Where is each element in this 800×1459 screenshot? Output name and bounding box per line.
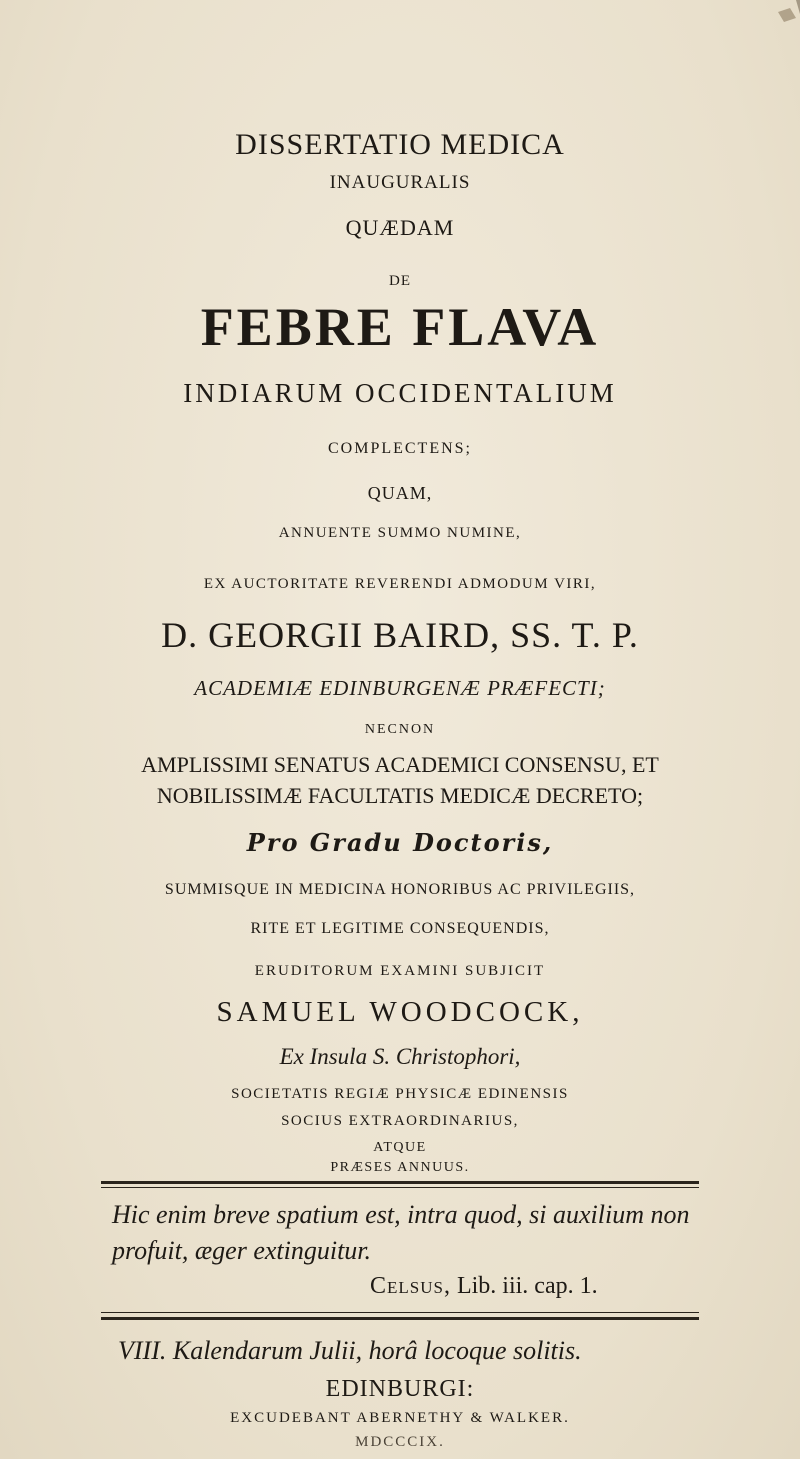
title-line-complectens: COMPLECTENS; bbox=[327, 440, 472, 457]
title-line-annuente: ANNUENTE SUMMO NUMINE, bbox=[278, 525, 522, 541]
page-corner-mark bbox=[740, 0, 800, 40]
title-line-quaedam: QUÆDAM bbox=[345, 215, 455, 240]
author-name: SAMUEL WOODCOCK, bbox=[216, 996, 584, 1028]
title-line-nobilissimae: NOBILISSIMÆ FACULTATIS MEDICÆ DECRETO; bbox=[156, 783, 644, 808]
author-affiliation-2: SOCIUS EXTRAORDINARIUS, bbox=[281, 1113, 519, 1129]
title-line-pro-gradu: Pro Gradu Doctoris, bbox=[246, 828, 554, 857]
title-line-quam: QUAM, bbox=[367, 483, 433, 503]
divider-top-thin bbox=[101, 1187, 699, 1188]
epigraph-line-2: profuit, æger extinguitur. bbox=[112, 1236, 372, 1265]
title-line-dissertatio: DISSERTATIO MEDICA bbox=[235, 128, 565, 161]
title-line-ex-auctoritate: EX AUCTORITATE REVERENDI ADMODUM VIRI, bbox=[203, 576, 597, 592]
divider-bottom-thin bbox=[101, 1312, 699, 1313]
imprint-year: MDCCCIX. bbox=[355, 1434, 445, 1450]
title-line-academiae: ACADEMIÆ EDINBURGENÆ PRÆFECTI; bbox=[194, 676, 606, 700]
title-line-amplissimi: AMPLISSIMI SENATUS ACADEMICI CONSENSU, ET bbox=[141, 752, 659, 777]
epigraph-line-1: Hic enim breve spatium est, intra quod, si auxilium non bbox=[112, 1200, 690, 1229]
imprint-date: VIII. Kalendarum Julii, horâ locoque solitis. bbox=[118, 1336, 582, 1365]
author-origin: Ex Insula S. Christophori, bbox=[279, 1044, 521, 1069]
title-line-inauguralis: INAUGURALIS bbox=[329, 172, 471, 193]
imprint-city: EDINBURGI: bbox=[325, 1376, 475, 1402]
epigraph-citation bbox=[370, 1273, 598, 1300]
epigraph-source: Lib. iii. cap. 1. bbox=[450, 1273, 598, 1299]
epigraph-author: Celsus, bbox=[370, 1273, 451, 1299]
author-affiliation-1: SOCIETATIS REGIÆ PHYSICÆ EDINENSIS bbox=[231, 1086, 569, 1102]
title-line-summisque: SUMMISQUE IN MEDICINA HONORIBUS AC PRIVILEGIIS, bbox=[164, 881, 636, 898]
title-line-necnon: NECNON bbox=[364, 722, 436, 737]
title-line-georgii-baird: D. GEORGII BAIRD, SS. T. P. bbox=[161, 615, 639, 655]
title-main-febre-flava: FEBRE FLAVA bbox=[200, 297, 600, 357]
title-line-eruditorum: ERUDITORUM EXAMINI SUBJICIT bbox=[254, 963, 546, 979]
imprint-printers: EXCUDEBANT ABERNETHY & WALKER. bbox=[230, 1410, 570, 1426]
title-line-rite: RITE ET LEGITIME CONSEQUENDIS, bbox=[250, 920, 550, 937]
author-affiliation-4: PRÆSES ANNUUS. bbox=[330, 1160, 470, 1175]
divider-top-thick bbox=[101, 1181, 699, 1184]
divider-bottom-thick bbox=[101, 1317, 699, 1320]
title-line-indiarum: INDIARUM OCCIDENTALIUM bbox=[183, 378, 617, 408]
author-affiliation-3: ATQUE bbox=[373, 1140, 427, 1155]
title-line-de: DE bbox=[389, 273, 411, 289]
